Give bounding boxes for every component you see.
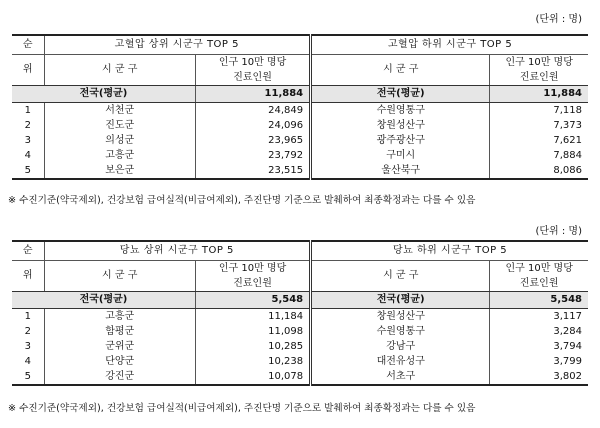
hypertension-table [12, 34, 588, 180]
low-region-name: 광주광산구 [311, 133, 490, 148]
national-label-left: 전국(평균) [12, 292, 195, 309]
low-region-name: 대전유성구 [311, 354, 490, 369]
top-region-name: 고흥군 [44, 148, 195, 163]
low-region-name: 창원성산구 [311, 309, 490, 325]
rank-cell: 2 [24, 119, 31, 131]
top-region-value: 23,515 [195, 163, 310, 179]
low-region-value: 7,621 [490, 133, 588, 148]
col-value-right-l2: 진료인원 [490, 276, 588, 292]
low-region-value: 3,794 [490, 339, 588, 354]
top-region-name: 보은군 [44, 163, 195, 179]
low-region-value: 3,284 [490, 324, 588, 339]
low-region-value: 3,117 [490, 309, 588, 325]
top-region-value: 10,285 [195, 339, 310, 354]
top-region-name: 의성군 [44, 133, 195, 148]
table-row [12, 118, 588, 133]
top-region-name: 고흥군 [44, 309, 195, 325]
right-title: 고혈압 하위 시군구 TOP 5 [311, 35, 588, 55]
low-region-name: 서초구 [311, 369, 490, 385]
col-value-right-l1: 인구 10만 명당 [490, 55, 588, 71]
low-region-name: 창원성산구 [311, 118, 490, 133]
footnote-1: ※ 수진기준(약국제외), 건강보험 급여실적(비급여제외), 주진단명 기준으로 발췌하여 최종확정과는 다를 수 있음 [8, 195, 476, 206]
low-region-value: 8,086 [490, 163, 588, 179]
national-row [12, 292, 588, 309]
table-row [12, 354, 588, 369]
left-title: 고혈압 상위 시군구 TOP 5 [44, 35, 311, 55]
national-value-left: 11,884 [195, 86, 310, 103]
table-row [12, 339, 588, 354]
low-region-value: 3,802 [490, 369, 588, 385]
low-region-value: 7,884 [490, 148, 588, 163]
table-row [12, 103, 588, 119]
rank-cell: 2 [24, 325, 31, 337]
top-region-value: 24,849 [195, 103, 310, 119]
low-region-value: 3,799 [490, 354, 588, 369]
col-region-left: 시 군 구 [44, 55, 195, 86]
table-row [12, 369, 588, 385]
left-title: 당뇨 상위 시군구 TOP 5 [44, 241, 311, 261]
top-region-name: 강진군 [44, 369, 195, 385]
top-region-value: 11,098 [195, 324, 310, 339]
unit-label-2: (단위 : 명) [535, 226, 582, 237]
national-label-right: 전국(평균) [311, 292, 490, 309]
rank-cell: 3 [24, 340, 31, 352]
top-region-value: 10,078 [195, 369, 310, 385]
top-region-name: 함평군 [44, 324, 195, 339]
national-label-left: 전국(평균) [12, 86, 195, 103]
low-region-value: 7,373 [490, 118, 588, 133]
rank-cell: 4 [24, 149, 31, 161]
table-row [12, 163, 588, 179]
rank-cell: 4 [24, 355, 31, 367]
col-value-left-l2: 진료인원 [195, 70, 310, 86]
rank-header-top: 순 [12, 241, 44, 261]
low-region-name: 구미시 [311, 148, 490, 163]
table-row [12, 324, 588, 339]
col-value-left-l2: 진료인원 [195, 276, 310, 292]
col-value-right-l1: 인구 10만 명당 [490, 261, 588, 277]
low-region-name: 수원영통구 [311, 103, 490, 119]
col-region-right: 시 군 구 [311, 261, 490, 292]
top-region-value: 10,238 [195, 354, 310, 369]
col-value-left-l1: 인구 10만 명당 [195, 261, 310, 277]
table-row [12, 309, 588, 325]
top-region-value: 11,184 [195, 309, 310, 325]
national-value-right: 5,548 [490, 292, 588, 309]
unit-label-1: (단위 : 명) [535, 14, 582, 25]
col-value-left-l1: 인구 10만 명당 [195, 55, 310, 71]
top-region-name: 단양군 [44, 354, 195, 369]
low-region-name: 울산북구 [311, 163, 490, 179]
rank-cell: 3 [24, 134, 31, 146]
top-region-name: 군위군 [44, 339, 195, 354]
top-region-name: 진도군 [44, 118, 195, 133]
national-row [12, 86, 588, 103]
rank-header-top: 순 [12, 35, 44, 55]
diabetes-table [12, 240, 588, 386]
top-region-name: 서천군 [44, 103, 195, 119]
right-title: 당뇨 하위 시군구 TOP 5 [311, 241, 588, 261]
rank-header-bottom: 위 [12, 55, 44, 86]
table-row [12, 133, 588, 148]
col-value-right-l2: 진료인원 [490, 70, 588, 86]
rank-cell: 5 [12, 369, 44, 385]
rank-cell: 1 [24, 104, 31, 116]
rank-header-bottom: 위 [12, 261, 44, 292]
low-region-name: 강남구 [311, 339, 490, 354]
national-label-right: 전국(평균) [311, 86, 490, 103]
low-region-value: 7,118 [490, 103, 588, 119]
rank-cell: 5 [12, 163, 44, 179]
col-region-left: 시 군 구 [44, 261, 195, 292]
top-region-value: 24,096 [195, 118, 310, 133]
top-region-value: 23,792 [195, 148, 310, 163]
table-row [12, 148, 588, 163]
national-value-left: 5,548 [195, 292, 310, 309]
top-region-value: 23,965 [195, 133, 310, 148]
col-region-right: 시 군 구 [311, 55, 490, 86]
footnote-2: ※ 수진기준(약국제외), 건강보험 급여실적(비급여제외), 주진단명 기준으로 발췌하여 최종확정과는 다를 수 있음 [8, 403, 476, 414]
national-value-right: 11,884 [490, 86, 588, 103]
rank-cell: 1 [24, 310, 31, 322]
low-region-name: 수원영통구 [311, 324, 490, 339]
